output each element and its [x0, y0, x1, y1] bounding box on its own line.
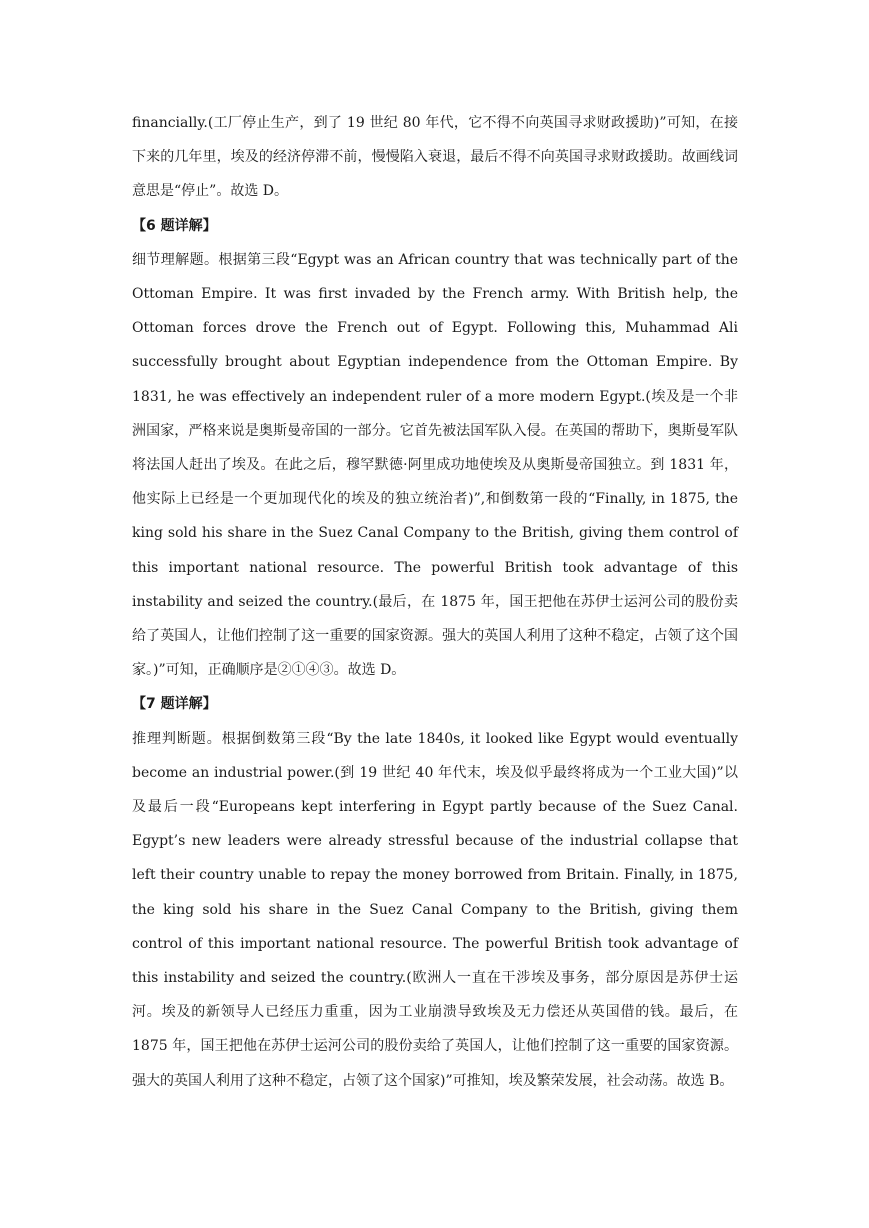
- answer-5-explanation-paragraph: financially.(工厂停止生产，到了 19 世纪 80 年代，它不得不向英国寻求财政援助)”可知，在接下来的几年里，埃及的经济停滞不前，慢慢陷入衰退，最后不得不向英国寻求财政援助。故画线词意思是“停止”。故选 D。: [132, 115, 738, 200]
- question-7-heading: 【7 题详解】: [132, 696, 217, 713]
- question-6-heading: 【6 题详解】: [132, 217, 217, 234]
- answer-6-explanation-paragraph: 细节理解题。根据第三段“Egypt was an African country that was technically part of the Ottoman Empire. It was first invaded by the French army. With British help, the Ottoman forces drove the French out of Egypt. Following this, Muhammad Ali successfully brought about Egyptian independence from the Ottoman Empire. By 1831, he was effectively an independent ruler of a more modern Egypt.(埃及是一个非洲国家，严格来说是奥斯曼帝国的一部分。它首先被法国军队入侵。在英国的帮助下，奥斯曼军队将法国人赶出了埃及。在此之后，穆罕默德·阿里成功地使埃及从奥斯曼帝国独立。到 1831 年，他实际上已经是一个更加现代化的埃及的独立统治者)”,和倒数第一段的“Finally, in 1875, the king sold his share in the Suez Canal Company to the British, giving them control of this important national resource. The powerful British took advantage of this instability and seized the country.(最后，在 1875 年，国王把他在苏伊士运河公司的股份卖给了英国人，让他们控制了这一重要的国家资源。强大的英国人利用了这种不稳定，占领了这个国家。)”可知，正确顺序是②①④③。故选 D。: [132, 251, 738, 679]
- answer-7-explanation-paragraph: 推理判断题。根据倒数第三段“By the late 1840s, it looked like Egypt would eventually become an industrial power.(到 19 世纪 40 年代末，埃及似乎最终将成为一个工业大国)”以及最后一段“Europeans kept interfering in Egypt partly because of the Suez Canal. Egypt’s new leaders were already stressful because of the industrial collapse that left their country unable to repay the money borrowed from Britain. Finally, in 1875, the king sold his share in the Suez Canal Company to the British, giving them control of this important national resource. The powerful British took advantage of this instability and seized the country.(欧洲人一直在干涉埃及事务，部分原因是苏伊士运河。埃及的新领导人已经压力重重，因为工业崩溃导致埃及无力偿还从英国借的钱。最后，在 1875 年，国王把他在苏伊士运河公司的股份卖给了英国人，让他们控制了这一重要的国家资源。强大的英国人利用了这种不稳定，占领了这个国家)”可推知，埃及繁荣发展，社会动荡。故选 B。: [132, 730, 738, 1089]
- document-page: [132, 106, 738, 1098]
